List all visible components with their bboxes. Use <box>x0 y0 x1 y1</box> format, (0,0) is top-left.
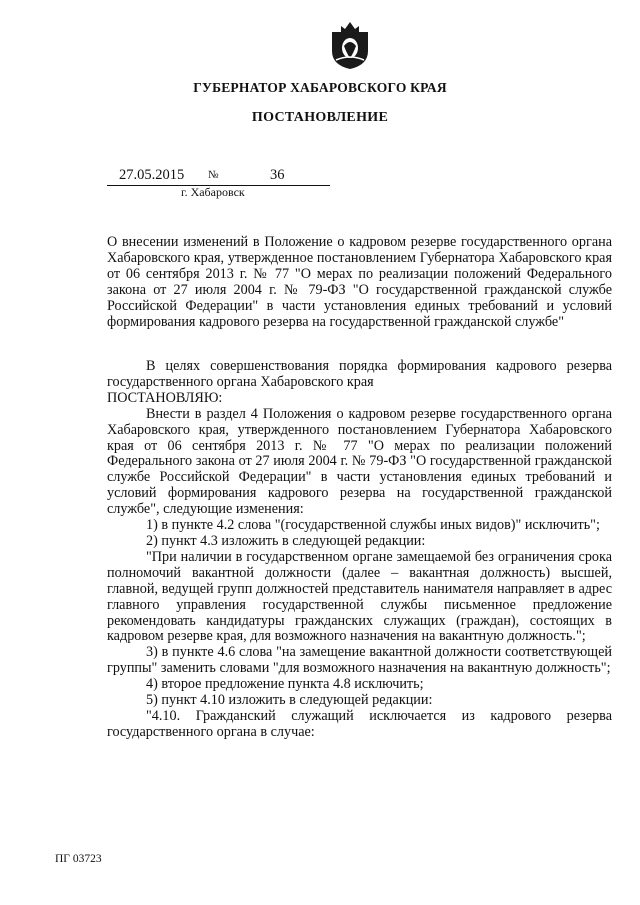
authority-heading: ГУБЕРНАТОР ХАБАРОВСКОГО КРАЯ <box>193 80 447 95</box>
body-paragraph: 5) пункт 4.10 изложить в следующей редакции: <box>146 692 433 709</box>
body-paragraph: Внести в раздел 4 Положения о кадровом резерве государственного органа Хабаровского края, утвержденного постановлением Губернатора Хабаровского края от 06 сентября 2013 г. № 77 "О мерах по реализации положений Федерального закона от 27 июля 2004 г. № 79-ФЗ "О государственной гражданской службе Российской Федерации" в части установления единых требований и условий формирования кадрового резерва на государственной гражданской службе", следующие изменения: <box>107 405 612 518</box>
document-date: 27.05.2015 <box>119 167 185 183</box>
document-number: 36 <box>270 167 285 183</box>
document-type-heading: ПОСТАНОВЛЕНИЕ <box>251 110 389 125</box>
coat-of-arms-emblem <box>329 18 371 70</box>
decree-word: ПОСТАНОВЛЯЮ: <box>107 389 223 406</box>
preamble-paragraph: В целях совершенствования порядка формирования кадрового резерва государственного органа Хабаровского края <box>107 358 612 390</box>
body-paragraph: 3) в пункте 4.6 слова "на замещение вакантной должности соответствующей группы" заменить словами "для возможного назначения на вакантную должность"; <box>107 644 612 677</box>
form-code: ПГ 03723 <box>55 853 102 865</box>
body-paragraph: 1) в пункте 4.2 слова "(государственной службы иных видов)" исключить"; <box>146 517 600 534</box>
date-number-line <box>107 167 330 186</box>
document-subject <box>107 235 612 330</box>
number-sign: № <box>208 169 219 181</box>
body-paragraph: "4.10. Гражданский служащий исключается из кадрового резерва государственного органа в случае: <box>107 707 612 740</box>
city-label: г. Хабаровск <box>181 185 245 199</box>
subject-text: О внесении изменений в Положение о кадровом резерве государственного органа Хабаровского края, утвержденное постановлением Губернатора Хабаровского края от 06 сентября 2013 г. № 77 "О мерах по реализации положений Федерального закона от 27 июля 2004 г. № 79-ФЗ "О государственной гражданской службе Российской Федерации" в части установления единых требований и условий формирования кадрового резерва на государственной гражданской службе" <box>107 234 612 330</box>
body-paragraph: 4) второе предложение пункта 4.8 исключить; <box>146 676 424 693</box>
body-paragraph: 2) пункт 4.3 изложить в следующей редакции: <box>146 532 426 549</box>
document-body <box>107 359 612 741</box>
body-paragraph: "При наличии в государственном органе замещаемой без ограничения срока полномочий вакантной должности (далее – вакантная должность) высшей, главной, ведущей групп должностей представитель нанимателя направляет в адрес главного управления государственной службы письменное предложение рекомендовать кандидатуры гражданских служащих (граждан), состоящих в кадровом резерве края, для возможного назначения на вакантную должность."; <box>107 548 612 645</box>
